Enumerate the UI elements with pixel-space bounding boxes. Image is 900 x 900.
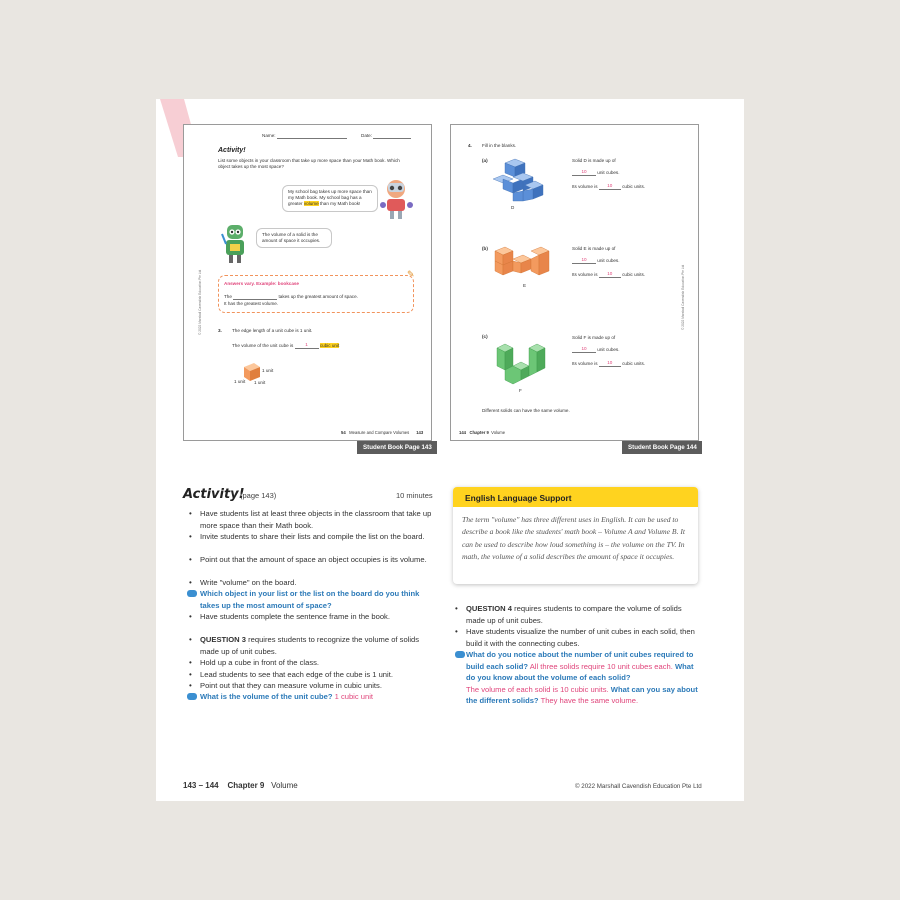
page-footer-right: 144 Chapter 9 Volume xyxy=(459,430,506,435)
alien-speech-bubble: The volume of a solid is the amount of space it occupies. xyxy=(256,228,332,248)
activity-heading: Activity! xyxy=(218,147,246,154)
item-c-tag: (c) xyxy=(482,334,488,339)
sentence-frame-line-1: The takes up the greatest amount of space. xyxy=(224,294,358,299)
q3-question: What is the volume of the unit cube? 1 cubic unit xyxy=(200,692,374,701)
q4-discussion: What do you notice about the number of unit cubes required to build each solid? All three solids require 10 unit cubes each. What do you know about the volume of each solid? The volume of each solid is 10 cubic units. What can you say about the different solids? They have the same volume. xyxy=(466,650,698,705)
student-page-143 xyxy=(183,124,432,441)
item-b-line-1: Solid E is made up of xyxy=(572,246,616,251)
solid-f-green-cubes xyxy=(493,340,551,388)
question-3-text: The edge length of a unit cube is 1 unit. xyxy=(232,328,313,333)
activity-bullet: • Point out that the amount of space an object occupies is its volume. xyxy=(200,554,435,566)
cube-edge-label-top: 1 unit xyxy=(262,368,274,373)
activity-duration: 10 minutes xyxy=(396,491,433,500)
item-a-tag: (a) xyxy=(482,158,488,163)
q3-bullet: • Lead students to see that each edge of the cube is 1 unit. xyxy=(200,669,435,681)
item-b-line-2: 10 unit cubes. xyxy=(572,257,620,264)
item-b-tag: (b) xyxy=(482,246,488,251)
discussion-icon xyxy=(455,651,465,658)
conclusion-text: Different solids can have the same volume. xyxy=(482,408,570,413)
els-title: English Language Support xyxy=(453,487,698,507)
guide-footer: 143 – 144 Chapter 9 Volume xyxy=(183,781,298,790)
student-book-page-144-label: Student Book Page 144 xyxy=(622,441,702,454)
solid-e-letter: E xyxy=(523,283,527,288)
question-4-intro: • QUESTION 4 requires students to compare the volume of solids made up of unit cubes. xyxy=(466,603,701,626)
item-c-line-1: Solid F is made up of xyxy=(572,335,616,340)
discussion-icon xyxy=(187,590,197,597)
cube-edge-label-left: 1 unit xyxy=(234,379,246,384)
solid-d-blue-cubes xyxy=(491,155,547,203)
name-field: Name: xyxy=(262,133,347,139)
robot-character xyxy=(379,177,417,221)
discussion-icon xyxy=(187,693,197,700)
question-3-volume-line: The volume of the unit cube is 1 cubic unit xyxy=(232,342,340,348)
question-3-number: 3. xyxy=(218,328,222,333)
item-c-line-2: 10 unit cubes. xyxy=(572,346,620,353)
question-3-intro: • QUESTION 3 requires students to recognize the volume of solids made up of unit cubes. xyxy=(200,634,435,657)
item-a-line-2: 10 unit cubes. xyxy=(572,169,620,176)
cube-edge-label-bottom: 1 unit xyxy=(254,380,266,385)
student-page-144 xyxy=(450,124,699,441)
side-copyright: © 2022 Marshall Cavendish Education Pte Ltd xyxy=(198,269,202,335)
pencil-icon: ✎ xyxy=(407,269,415,279)
q3-bullet: • Hold up a cube in front of the class. xyxy=(200,657,435,669)
alien-character xyxy=(218,222,252,268)
activity-bullet: • Have students complete the sentence frame in the book. xyxy=(200,611,435,623)
solid-d-letter: D xyxy=(511,205,515,210)
date-field: Date: xyxy=(361,133,411,139)
answers-vary-note: Answers vary. Example: bookcase xyxy=(224,281,299,286)
activity-bullet: • Write "volume" on the board. xyxy=(200,577,435,589)
side-copyright-right: © 2022 Marshall Cavendish Education Pte Ltd xyxy=(681,264,685,330)
els-body: The term "volume" has three different uses in English. It can be used to describe a book like the students' math book – Volume A and Volume B. It can be used to describe how loud something is – the volume on the TV. In math, the volume of a solid describes the amount of space it occupies. xyxy=(462,515,685,561)
activity-question: Which object in your list or the list on the board do you think takes up the most amount of space? xyxy=(200,589,420,610)
item-a-line-1: Solid D is made up of xyxy=(572,158,616,163)
question-4-text: Fill in the blanks. xyxy=(482,143,517,148)
robot-speech-bubble: My school bag takes up more space than my Math book. My school bag has a greater volume than my Math book! xyxy=(282,185,378,212)
item-b-volume: Its volume is 10 cubic units. xyxy=(572,271,646,277)
q3-bullet: • Point out that they can measure volume in cubic units. xyxy=(200,680,435,692)
activity-page-ref: (page 143) xyxy=(240,491,277,500)
q4-bullet: • Have students visualize the number of unit cubes in each solid, then build it with the connecting cubes. xyxy=(466,626,701,649)
activity-prompt: List some objects in your classroom that take up more space than your Math book. Which object takes up the most space? xyxy=(218,158,400,170)
english-language-support-box xyxy=(453,487,698,584)
item-a-volume: Its volume is 10 cubic units. xyxy=(572,183,646,189)
solid-f-letter: F xyxy=(519,388,522,393)
activity-bullet: • Have students list at least three objects in the classroom that take up more space than their Math book. xyxy=(200,508,435,531)
activity-title: Activity! xyxy=(183,487,245,502)
page-footer: 54 Measure and Compare Volumes 143 xyxy=(341,430,424,435)
sentence-frame-line-2: It has the greatest volume. xyxy=(224,301,279,306)
guide-copyright: © 2022 Marshall Cavendish Education Pte Ltd xyxy=(575,783,702,790)
solid-e-orange-cubes xyxy=(493,243,559,285)
activity-bullet: • Invite students to share their lists and compile the list on the board. xyxy=(200,531,435,543)
question-4-number: 4. xyxy=(468,143,472,148)
student-book-page-143-label: Student Book Page 143 xyxy=(357,441,437,454)
item-c-volume: Its volume is 10 cubic units. xyxy=(572,360,646,366)
